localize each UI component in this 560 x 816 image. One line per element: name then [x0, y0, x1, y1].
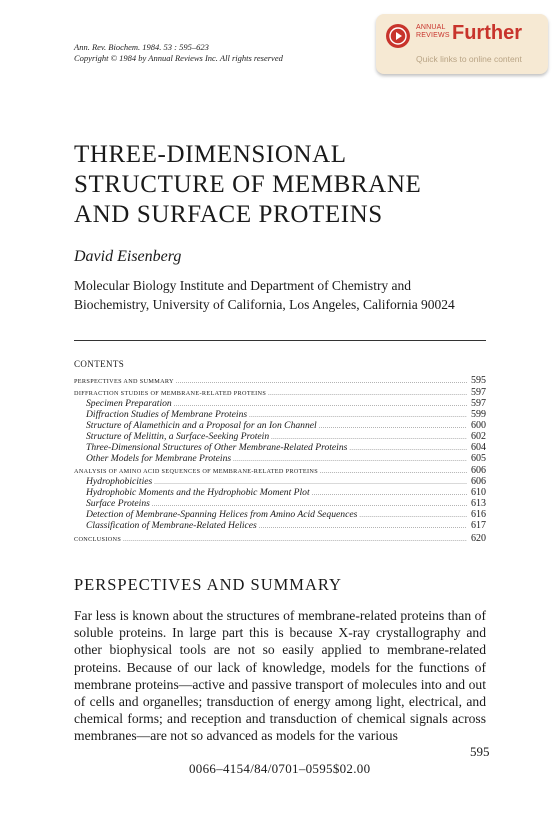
article-title: [74, 140, 421, 230]
toc-entry[interactable]: Specimen Preparation ..... 597: [86, 398, 486, 409]
further-banner[interactable]: [376, 14, 548, 74]
toc-entry[interactable]: Three-Dimensional Structures of Other Membrane-Related Proteins ..... 604: [86, 442, 486, 453]
toc-entry[interactable]: DIFFRACTION STUDIES OF MEMBRANE-RELATED PROTEINS ..... 597: [74, 387, 486, 398]
contents-heading: CONTENTS: [74, 359, 125, 369]
annual-reviews-logo-icon: [386, 24, 410, 48]
toc-entry[interactable]: Structure of Melittin, a Surface-Seeking Protein ..... 602: [86, 431, 486, 442]
author-name: David Eisenberg: [74, 248, 182, 265]
toc-entry[interactable]: Other Models for Membrane Proteins ..... 605: [86, 453, 486, 464]
further-link[interactable]: Further: [452, 22, 522, 44]
toc-entry[interactable]: Detection of Membrane-Spanning Helices from Amino Acid Sequences ..... 616: [86, 509, 486, 520]
copyright-line: Copyright © 1984 by Annual Reviews Inc. All rights reserved: [74, 53, 283, 63]
toc-entry[interactable]: Hydrophobicities ..... 606: [86, 476, 486, 487]
body-paragraph: Far less is known about the structures of membrane-related proteins than of soluble proteins. In large part this is because X-ray crystallography and other biophysical tools are not so easily applied to membrane-related proteins. Because of our lack of knowledge, models for the functions of membrane proteins—active and passive transport of molecules into and out of cells and organelles; transduction of energy among light, electrical, and chemical forms; and reception and transduction of chemical signals across membranes—are not so advanced as models for the various: [74, 608, 486, 744]
toc-entry[interactable]: ANALYSIS OF AMINO ACID SEQUENCES OF MEMBRANE-RELATED PROTEINS ..... 606: [74, 465, 486, 476]
publication-code: 0066–4154/84/0701–0595$02.00: [189, 761, 371, 776]
toc-entry[interactable]: CONCLUSIONS ..... 620: [74, 533, 486, 544]
toc-entry[interactable]: Hydrophobic Moments and the Hydrophobic Moment Plot ..... 610: [86, 487, 486, 498]
toc-entry[interactable]: Structure of Alamethicin and a Proposal for an Ion Channel ..... 600: [86, 420, 486, 431]
toc-entry[interactable]: Diffraction Studies of Membrane Proteins ..... 599: [86, 409, 486, 420]
author-affiliation: Molecular Biology Institute and Department of Chemistry and Biochemistry, University of California, Los Angeles, California 90024: [74, 278, 455, 312]
title-line: STRUCTURE OF MEMBRANE: [74, 171, 422, 198]
section-heading: PERSPECTIVES AND SUMMARY: [74, 575, 342, 594]
title-line: AND SURFACE PROTEINS: [74, 201, 383, 228]
toc-entry[interactable]: PERSPECTIVES AND SUMMARY ..... 595: [74, 375, 486, 386]
annual-reviews-wordmark: ANNUAL REVIEWS: [416, 24, 450, 39]
page-number: 595: [470, 744, 490, 759]
title-line: THREE-DIMENSIONAL: [74, 141, 347, 168]
journal-citation: Ann. Rev. Biochem. 1984. 53 : 595–623: [74, 42, 209, 52]
further-subtitle[interactable]: Quick links to online content: [416, 54, 522, 64]
divider-rule: [74, 340, 486, 341]
toc-entry[interactable]: Classification of Membrane-Related Helices ..... 617: [86, 520, 486, 531]
toc-entry[interactable]: Surface Proteins ..... 613: [86, 498, 486, 509]
